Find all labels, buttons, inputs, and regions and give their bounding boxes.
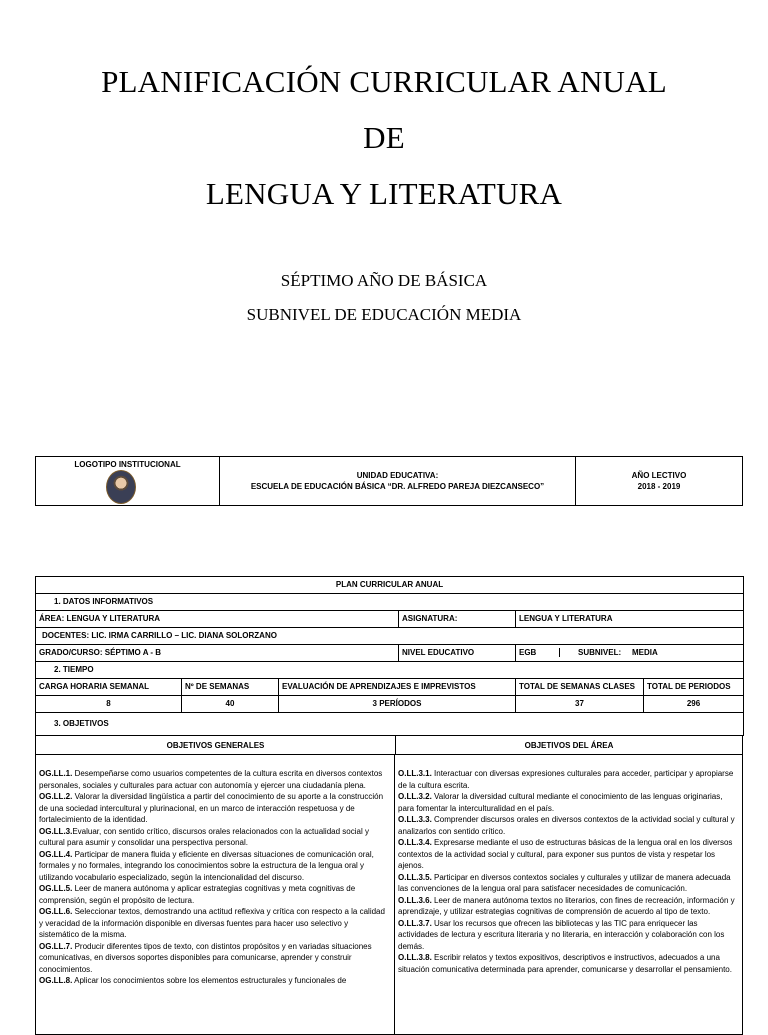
document-subtitle — [0, 264, 768, 332]
objective-text: Desempeñarse como usuarios competentes de la cultura escrita en diversos contextos personales, sociales y culturales para actuar con autonomía y ejercer una ciudadanía plena. — [39, 769, 383, 790]
school-name: ESCUELA DE EDUCACIÓN BÁSICA “DR. ALFREDO PAREJA DIEZCANSECO” — [250, 482, 545, 491]
logo-label: LOGOTIPO INSTITUCIONAL — [74, 460, 181, 469]
time-header: EVALUACIÓN DE APRENDIZAJES E IMPREVISTOS — [279, 679, 516, 696]
objective-text: Escribir relatos y textos expositivos, descriptivos e instructivos, adecuados a una situación comunicativa determinada para aprender, comunicarse y desarrollar el pensamiento. — [398, 953, 732, 974]
objective-code: O.LL.3.3. — [398, 815, 432, 824]
table-row — [36, 696, 744, 713]
objective-text: Usar los recursos que ofrecen las bibliotecas y las TIC para enriquecer las actividades de lectura y escritura literaria y no literaria, en interacción y colaboración con los demás. — [398, 918, 725, 951]
list-item — [398, 895, 738, 918]
objective-code: OG.LL.2. — [39, 792, 73, 801]
list-item — [39, 768, 390, 791]
list-item — [398, 918, 738, 953]
objective-code: O.LL.3.2. — [398, 792, 432, 801]
table-row — [36, 679, 744, 696]
objectives-table — [35, 735, 743, 1035]
objective-text: Leer de manera autónoma y aplicar estrategias cognitivas y meta cognitivas de comprensión, según el propósito de lectura. — [39, 884, 356, 905]
list-item — [398, 837, 738, 872]
grado-cell: GRADO/CURSO: SÉPTIMO A - B — [36, 645, 399, 662]
table-row — [36, 594, 744, 611]
nivel-subnivel-cell — [516, 645, 744, 662]
section-datos-informativos: 1. DATOS INFORMATIVOS — [36, 594, 744, 611]
objective-code: O.LL.3.7. — [398, 918, 432, 928]
title-line-3: LENGUA Y LITERATURA — [205, 176, 563, 211]
objective-text: Producir diferentes tipos de texto, con distintos propósitos y en variadas situaciones comunicativas, en diversos soportes disponibles para comunicarse, aprender y construir conocimientos. — [39, 941, 372, 974]
table-row — [36, 662, 744, 679]
area-objectives-header: OBJETIVOS DEL ÁREA — [524, 740, 614, 750]
objective-code: OG.LL.3. — [39, 826, 73, 836]
objective-code: OG.LL.4. — [39, 849, 73, 859]
objectives-header-row — [36, 736, 742, 755]
docentes-cell: DOCENTES: LIC. IRMA CARRILLO – LIC. DIANA SOLORZANO — [36, 628, 744, 645]
title-line-1: PLANIFICACIÓN CURRICULAR ANUAL — [101, 64, 667, 99]
time-header: TOTAL DE PERIODOS — [644, 679, 744, 696]
objective-code: OG.LL.5. — [39, 884, 73, 893]
time-header: Nº DE SEMANAS — [182, 679, 279, 696]
objective-text: Aplicar los conocimientos sobre los elementos estructurales y funcionales de — [72, 976, 347, 985]
objective-code: O.LL.3.5. — [398, 872, 432, 882]
subtitle-line-1: SÉPTIMO AÑO DE BÁSICA — [280, 271, 488, 290]
time-value: 37 — [516, 696, 644, 713]
objective-code: O.LL.3.6. — [398, 895, 432, 905]
objective-text: Leer de manera autónoma textos no literarios, con fines de recreación, información y aprendizaje, y utilizar estrategias cognitivas de comprensión de acuerdo al tipo de texto. — [398, 895, 735, 916]
section-objetivos: 3. OBJETIVOS — [36, 713, 744, 736]
list-item — [39, 883, 390, 906]
school-cell — [220, 457, 576, 505]
plan-title: PLAN CURRICULAR ANUAL — [36, 577, 744, 594]
subnivel-label: SUBNIVEL: — [578, 648, 622, 657]
list-item — [398, 872, 738, 895]
list-item — [39, 849, 390, 884]
section-tiempo: 2. TIEMPO — [36, 662, 744, 679]
objective-text: Evaluar, con sentido crítico, discursos orales relacionados con la actualidad social y cultural para asumir y consolidar una perspectiva personal. — [39, 826, 369, 847]
institution-header-table — [35, 456, 743, 506]
time-value: 8 — [36, 696, 182, 713]
nivel-value: EGB — [519, 648, 537, 657]
year-value: 2018 - 2019 — [637, 482, 681, 491]
subtitle-line-2: SUBNIVEL DE EDUCACIÓN MEDIA — [246, 305, 522, 324]
time-header: TOTAL DE SEMANAS CLASES — [516, 679, 644, 696]
objective-code: OG.LL.8. — [39, 976, 73, 985]
objective-text: Interactuar con diversas expresiones culturales para acceder, participar y apropiarse de la cultura escrita. — [398, 769, 734, 790]
list-item — [39, 975, 390, 987]
objective-text: Participar de manera fluida y eficiente en diversas situaciones de comunicación oral, formales y no formales, integrando los conocimientos sobre la estructura de la lengua oral y utilizando vocabulario especializado, según la intencionalidad del discurso. — [39, 849, 374, 882]
objectives-body — [36, 755, 742, 1035]
time-value: 3 PERÍODOS — [279, 696, 516, 713]
asignatura-value: LENGUA Y LITERATURA — [516, 611, 744, 628]
time-header: CARGA HORARIA SEMANAL — [36, 679, 182, 696]
objective-text: Comprender discursos orales en diversos contextos de la actividad social y cultural y analizarlos con sentido crítico. — [398, 815, 735, 836]
objective-text: Valorar la diversidad lingüística a partir del conocimiento de su aporte a la construcción de una sociedad intercultural y plurinacional, en un marco de interacción respetuosa y de fortalecimiento de la identidad. — [39, 792, 384, 824]
institution-logo-image — [106, 470, 136, 504]
list-item — [39, 791, 390, 826]
asignatura-label: ASIGNATURA: — [399, 611, 516, 628]
objective-code: OG.LL.6. — [39, 907, 73, 916]
plan-table — [35, 576, 744, 736]
title-line-2: DE — [363, 120, 405, 155]
area-cell: ÁREA: LENGUA Y LITERATURA — [36, 611, 399, 628]
objective-code: OG.LL.7. — [39, 941, 73, 951]
list-item — [39, 826, 390, 849]
school-label: UNIDAD EDUCATIVA: — [356, 471, 439, 480]
list-item — [39, 906, 390, 941]
table-row — [36, 577, 744, 594]
general-objectives-list — [36, 755, 395, 1035]
objective-code: O.LL.3.8. — [398, 953, 432, 962]
objective-text: Participar en diversos contextos sociales y culturales y utilizar de manera adecuada las convenciones de la lengua oral para satisfacer necesidades de comunicación. — [398, 872, 731, 893]
time-value: 296 — [644, 696, 744, 713]
time-value: 40 — [182, 696, 279, 713]
objective-code: O.LL.3.4. — [398, 838, 432, 847]
table-row — [36, 611, 744, 628]
list-item — [398, 814, 738, 837]
table-row — [36, 628, 744, 645]
year-label: AÑO LECTIVO — [631, 471, 687, 480]
logo-cell — [36, 457, 220, 505]
list-item — [39, 941, 390, 976]
year-cell — [576, 457, 742, 505]
objective-text: Valorar la diversidad cultural mediante el conocimiento de las lenguas originarias, para fomentar la interculturalidad en el país. — [398, 792, 723, 813]
objective-text: Expresarse mediante el uso de estructuras básicas de la lengua oral en los diversos contextos de la actividad social y cultural, para exponer sus puntos de vista y respetar los ajenos. — [398, 838, 733, 870]
list-item — [398, 791, 738, 814]
list-item — [398, 768, 738, 791]
area-objectives-list — [395, 755, 742, 1035]
general-objectives-header: OBJETIVOS GENERALES — [36, 736, 396, 754]
objective-text: Seleccionar textos, demostrando una actitud reflexiva y crítica con respecto a la calidad y veracidad de la información disponible en diversas fuentes para hacer uso selectivo y sistemático de la misma. — [39, 907, 385, 939]
nivel-label: NIVEL EDUCATIVO — [399, 645, 516, 662]
document-title — [0, 54, 768, 222]
table-row — [36, 645, 744, 662]
table-row — [36, 713, 744, 736]
list-item — [398, 952, 738, 975]
objective-code: OG.LL.1. — [39, 769, 73, 778]
subnivel-value: MEDIA — [632, 648, 658, 657]
objective-code: O.LL.3.1. — [398, 769, 432, 778]
